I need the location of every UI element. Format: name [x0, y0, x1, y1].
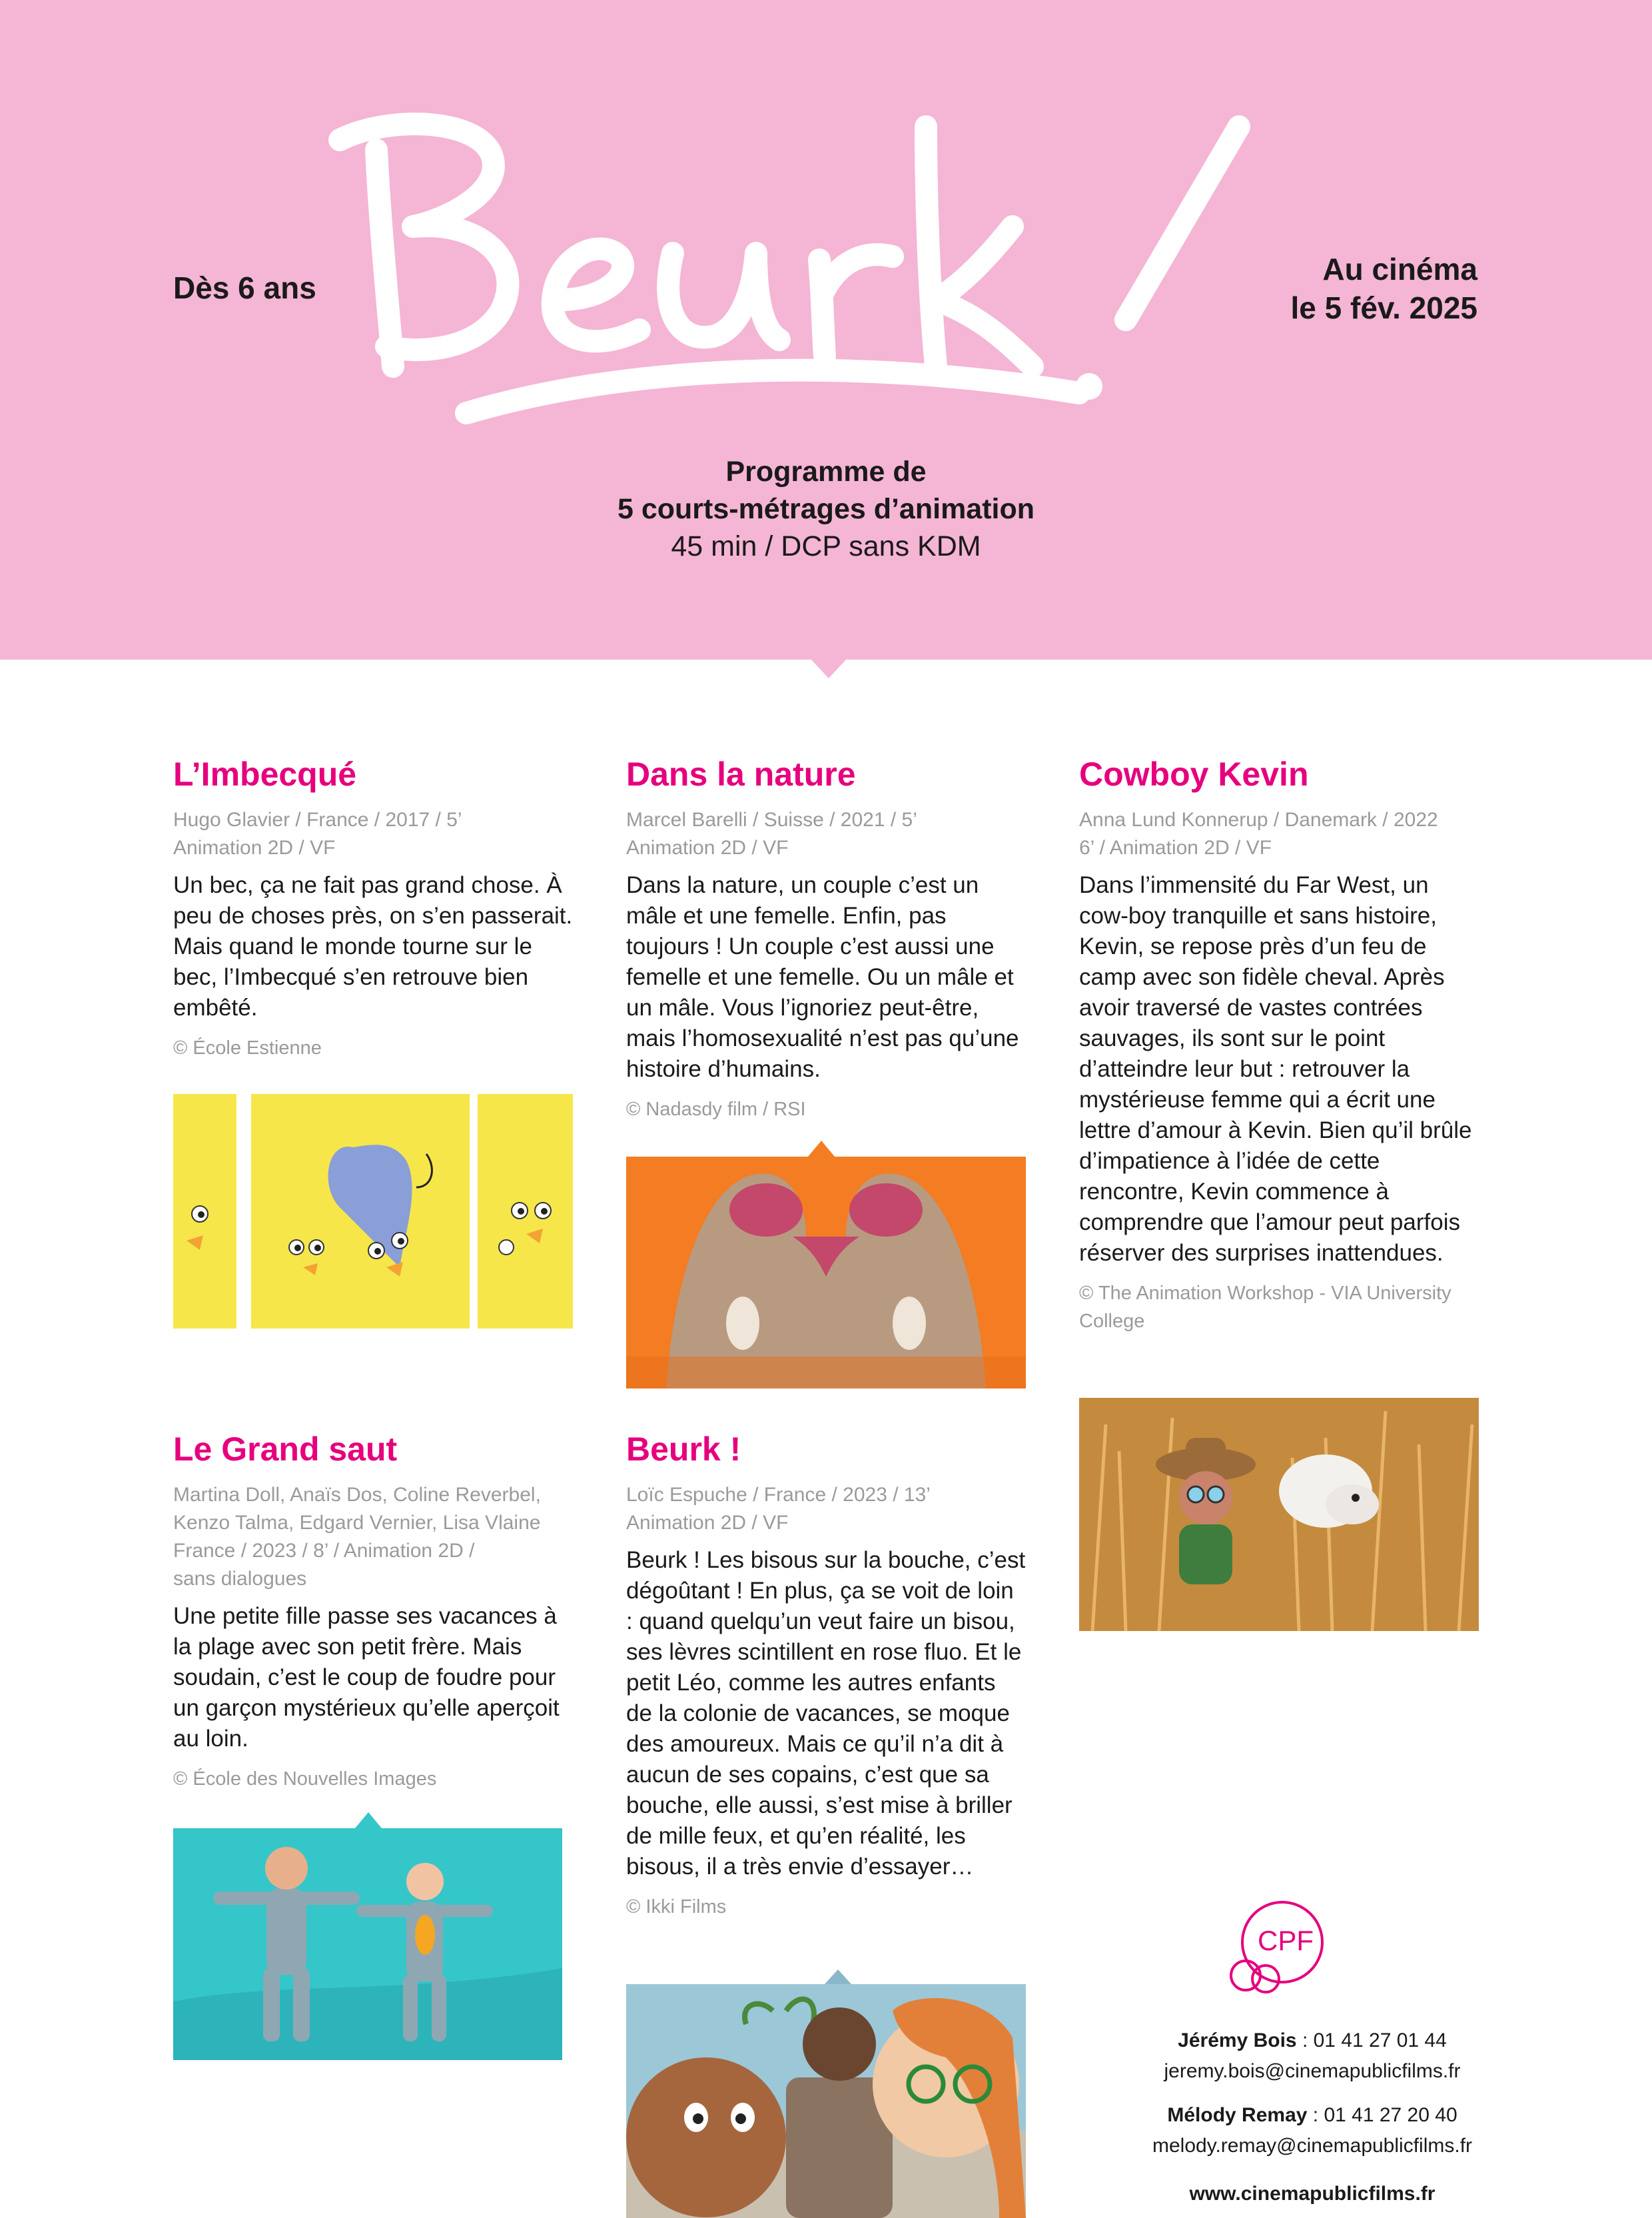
programme-line-3: 45 min / DCP sans KDM: [671, 530, 981, 562]
cpf-logo-text: CPF: [1258, 1925, 1314, 1956]
children-faces-still: [626, 1984, 1026, 2218]
film-entry: [626, 754, 1026, 1123]
film-synopsis: Un bec, ça ne fait pas grand chose. À peu de choses près, on s’en passerait. Mais quand le monde tourne sur le bec, l’Imbecqué s’en retrouve bien embêté.: [173, 872, 573, 1021]
release-line-2: le 5 fév. 2025: [1290, 290, 1477, 325]
film-meta-line: Animation 2D / VF: [626, 1512, 789, 1534]
film-title: Dans la nature: [626, 756, 856, 793]
film-meta: [626, 1481, 1026, 1537]
website-link[interactable]: www.cinemapublicfilms.fr: [1189, 2183, 1436, 2205]
still-pointer: [355, 1812, 382, 1828]
film-synopsis: Beurk ! Les bisous sur la bouche, c’est dégoûtant ! En plus, ça se voit de loin : quand quelqu’un veut faire un bisou, ses lèvres scintillent en rose fluo. Et le petit Léo, comme les autres enfants de la colonie de vacances, se moque des amoureux. Mais ce qu’il n’a dit à aucun de ses copains, c’est que sa bouche, elle aussi, s’est mise à briller de mille feux, et qu’en réalité, les bisous, il a très envie d’essayer…: [626, 1547, 1026, 1880]
film-meta: [626, 806, 1026, 862]
film-entry: [1079, 754, 1479, 1335]
beurk-logo: [313, 100, 1272, 446]
film-meta-line: Martina Doll, Anaïs Dos, Coline Reverbel,: [173, 1484, 541, 1506]
contact-phone: : 01 41 27 20 40: [1307, 2104, 1457, 2126]
film-entry: [626, 1429, 1026, 1921]
film-entry: [173, 754, 573, 1062]
film-meta: [1079, 806, 1479, 862]
film-credit: © Nadasdy film / RSI: [626, 1099, 806, 1120]
film-credit: © The Animation Workshop - VIA University College: [1079, 1283, 1451, 1332]
contact-name: Mélody Remay: [1167, 2104, 1308, 2126]
film-meta-line: Animation 2D / VF: [626, 837, 789, 859]
film-synopsis: Dans l’immensité du Far West, un cow-boy tranquille et sans histoire, Kevin, se repose près d’un feu de camp avec son fidèle cheval. Après avoir traversé de vastes contrées sauvages, ils sont sur le point d’atteindre leur but : retrouver la mystérieuse femme qui a écrit une lettre d’amour à Kevin. Bien qu’il brûle d’impatience à l’idée de cette rencontre, Kevin commence à comprendre que l’amour peut parfois réserver des surprises inattendues.: [1079, 872, 1472, 1266]
film-credit: © École Estienne: [173, 1037, 322, 1059]
programme-info: [0, 453, 1652, 565]
programme-line-2: 5 courts-métrages d’animation: [617, 493, 1035, 525]
film-title: L’Imbecqué: [173, 756, 357, 793]
film-credit: © École des Nouvelles Images: [173, 1768, 437, 1790]
film-meta-line: Kenzo Talma, Edgard Vernier, Lisa Vlaine: [173, 1512, 541, 1534]
film-meta-line: Loïc Espuche / France / 2023 / 13’: [626, 1484, 931, 1506]
film-credit: © Ikki Films: [626, 1896, 727, 1918]
film-meta-line: Animation 2D / VF: [173, 837, 336, 859]
film-meta-line: 6’ / Animation 2D / VF: [1079, 837, 1272, 859]
contact-name: Jérémy Bois: [1178, 2029, 1297, 2051]
film-synopsis: Une petite fille passe ses vacances à la plage avec son petit frère. Mais soudain, c’est le coup de foudre pour un garçon mystérieux qu’elle aperçoit au loin.: [173, 1603, 560, 1752]
still-pointer: [808, 1141, 835, 1157]
film-synopsis: Dans la nature, un couple c’est un mâle et une femelle. Enfin, pas toujours ! Un couple c’est aussi une femelle et une femelle. Ou un mâle et un mâle. Vous l’ignoriez peut-être, mais l’homosexualité n’est pas qu’une histoire d’humains.: [626, 872, 1019, 1082]
kids-floating-still: [173, 1828, 562, 2060]
film-meta: [173, 806, 573, 862]
still-pointer: [825, 1969, 851, 1984]
film-meta-line: sans dialogues: [173, 1568, 307, 1590]
film-meta-line: France / 2023 / 8’ / Animation 2D /: [173, 1540, 475, 1562]
film-meta-line: Hugo Glavier / France / 2017 / 5’: [173, 809, 462, 831]
release-info: [1291, 250, 1477, 327]
cowboy-in-grass-still: [1079, 1398, 1479, 1631]
film-title: Beurk !: [626, 1430, 741, 1468]
cpf-logo: [1219, 1896, 1339, 2002]
contact-email[interactable]: melody.remay@cinemapublicfilms.fr: [1152, 2135, 1473, 2157]
programme-line-1: Programme de: [725, 456, 927, 488]
contact-person-2: [1079, 2100, 1545, 2131]
film-entry: [173, 1429, 573, 1793]
yellow-chicks-still: [173, 1094, 573, 1329]
header-banner: [0, 0, 1652, 660]
contact-phone: : 01 41 27 01 44: [1296, 2029, 1447, 2051]
contact-block: [1079, 2025, 1545, 2209]
film-meta-line: Anna Lund Konnerup / Danemark / 2022: [1079, 809, 1438, 831]
film-meta-line: Marcel Barelli / Suisse / 2021 / 5’: [626, 809, 917, 831]
contact-email[interactable]: jeremy.bois@cinemapublicfilms.fr: [1164, 2060, 1461, 2082]
release-line-1: Au cinéma: [1322, 252, 1477, 286]
header-pointer: [810, 658, 847, 678]
baboons-kissing-still: [626, 1157, 1026, 1388]
age-rating: Dès 6 ans: [173, 271, 316, 305]
film-title: Le Grand saut: [173, 1430, 398, 1468]
film-meta: [173, 1481, 573, 1593]
film-title: Cowboy Kevin: [1079, 756, 1309, 793]
contact-person-1: [1079, 2025, 1545, 2056]
